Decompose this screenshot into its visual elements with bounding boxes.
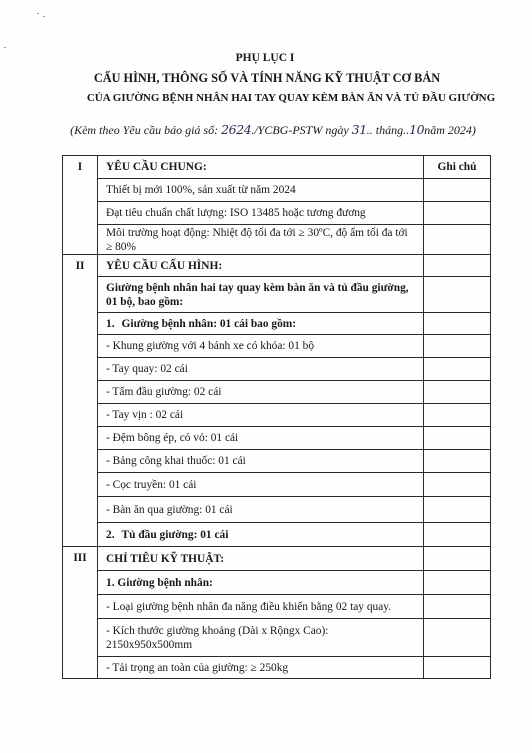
table-row [63, 619, 491, 657]
requirement-text: - Kích thước giường khoảng (Dài x Rộngx Cao): 2150x950x500mm [98, 619, 424, 657]
scan-speck [37, 13, 39, 14]
table-row [63, 523, 491, 547]
document-title-line-1: CẤU HÌNH, THÔNG SỐ VÀ TÍNH NĂNG KỸ THUẬT CƠ BẢN [93, 71, 441, 85]
requirement-text: Giường bệnh nhân hai tay quay kèm bàn ăn và tủ đầu giường, 01 bộ, bao gồm: [98, 277, 424, 313]
table-row [63, 202, 491, 225]
reference-line [40, 121, 506, 139]
reference-month-label: .. tháng.. [366, 123, 410, 137]
table-row [63, 277, 491, 313]
item-label: Tủ đầu giường: 01 cái [121, 528, 229, 541]
table-row [63, 473, 491, 497]
note-cell [424, 523, 491, 547]
item-number: 2. [106, 528, 115, 541]
section-heading: YÊU CẦU CHUNG: [98, 156, 424, 179]
section-numeral: II [63, 255, 98, 547]
scan-speck [43, 16, 45, 17]
table-row [63, 179, 491, 202]
requirement-text: - Tấm đầu giường: 02 cái [98, 381, 424, 404]
requirement-text: Môi trường hoạt động: Nhiệt độ tối đa tới ≥ 30ºC, độ ẩm tối đa tới ≥ 80% [98, 225, 424, 255]
reference-prefix: (Kèm theo Yêu cầu báo giá số: [70, 123, 222, 137]
requirement-text: - Tải trọng an toàn của giường: ≥ 250kg [98, 657, 424, 679]
appendix-title: PHỤ LỤC I [235, 52, 295, 64]
requirement-text: Thiết bị mới 100%, sản xuất từ năm 2024 [98, 179, 424, 202]
table-row [63, 497, 491, 523]
note-cell [424, 427, 491, 450]
document-title-line-2: CỦA GIƯỜNG BỆNH NHÂN HAI TAY QUAY KÈM BÀN ĂN VÀ TỦ ĐẦU GIƯỜNG [86, 92, 496, 104]
note-column-header: Ghi chú [424, 156, 491, 179]
table-row [63, 404, 491, 427]
table-row [63, 313, 491, 335]
table-row [63, 595, 491, 619]
table-row [63, 358, 491, 381]
requirement-item [98, 523, 424, 547]
requirement-text: - Tay vịn : 02 cái [98, 404, 424, 427]
requirement-text: - Cọc truyền: 01 cái [98, 473, 424, 497]
note-cell [424, 404, 491, 427]
handwritten-number: 2624 [221, 122, 252, 137]
section-header-row [63, 547, 491, 571]
table-row [63, 427, 491, 450]
requirement-text: - Tay quay: 02 cái [98, 358, 424, 381]
section-header-row [63, 255, 491, 277]
section-heading: YÊU CẦU CẤU HÌNH: [98, 255, 424, 277]
requirement-text: - Bàn ăn qua giường: 01 cái [98, 497, 424, 523]
note-cell [424, 313, 491, 335]
note-cell [424, 358, 491, 381]
note-cell [424, 473, 491, 497]
item-number: 1. [106, 317, 115, 330]
reference-code: ./YCBG-PSTW ngày [251, 123, 352, 137]
handwritten-day: 31 [351, 122, 367, 137]
scan-speck [4, 47, 6, 48]
table-row [63, 450, 491, 473]
note-cell [424, 619, 491, 657]
note-cell [424, 225, 491, 255]
requirement-text: - Loại giường bệnh nhân đa năng điều khiển bằng 02 tay quay. [98, 595, 424, 619]
requirement-item [98, 313, 424, 335]
note-cell [424, 179, 491, 202]
reference-year: năm 2024) [424, 123, 476, 137]
handwritten-month: 10 [409, 122, 425, 137]
note-cell [424, 657, 491, 679]
requirement-text: 1. Giường bệnh nhân: [98, 571, 424, 595]
table-row [63, 335, 491, 358]
requirement-text: - Đệm bông ép, có vỏ: 01 cái [98, 427, 424, 450]
note-cell [424, 202, 491, 225]
note-cell [424, 497, 491, 523]
section-header-row [63, 156, 491, 179]
note-cell [424, 277, 491, 313]
table-row [63, 381, 491, 404]
table-row [63, 225, 491, 255]
note-cell [424, 571, 491, 595]
table-row [63, 571, 491, 595]
table-row [63, 657, 491, 679]
requirement-text: - Khung giường với 4 bánh xe có khóa: 01 bộ [98, 335, 424, 358]
note-cell [424, 381, 491, 404]
requirement-text: Đạt tiêu chuẩn chất lượng: ISO 13485 hoặc tương đương [98, 202, 424, 225]
section-numeral: I [63, 156, 98, 255]
note-cell [424, 255, 491, 277]
note-cell [424, 595, 491, 619]
section-numeral: III [63, 547, 98, 679]
note-cell [424, 335, 491, 358]
item-label: Giường bệnh nhân: 01 cái bao gồm: [121, 317, 297, 330]
note-cell [424, 450, 491, 473]
section-heading: CHỈ TIÊU KỸ THUẬT: [98, 547, 424, 571]
requirement-text: - Bảng công khai thuốc: 01 cái [98, 450, 424, 473]
specification-table [62, 155, 491, 679]
note-cell [424, 547, 491, 571]
